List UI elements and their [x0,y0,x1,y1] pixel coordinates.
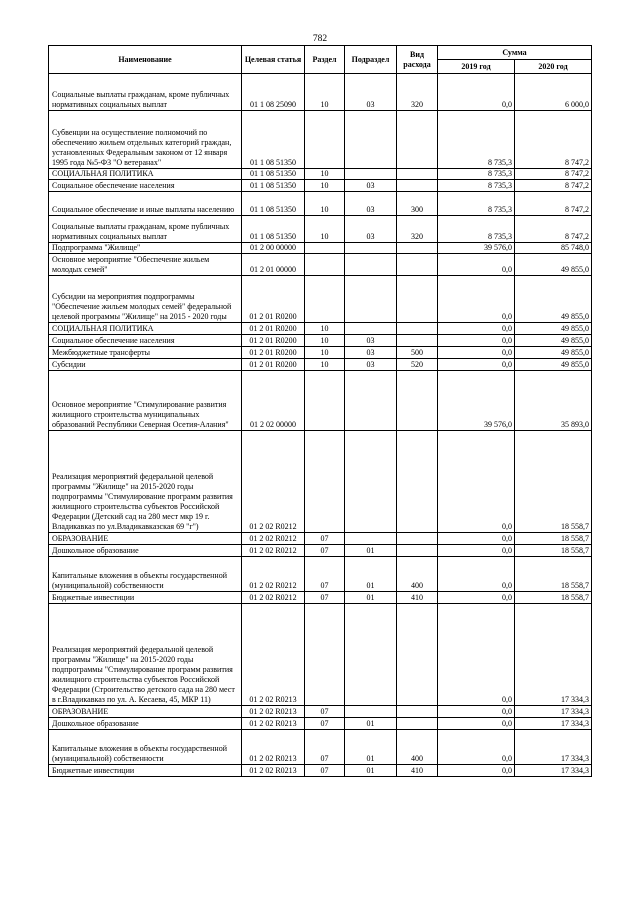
table-row [49,169,592,180]
row-section [305,431,345,533]
table-row [49,592,592,604]
row-sum-2019: 0,0 [438,592,515,604]
row-target-article: 01 2 02 R0212 [242,545,305,557]
row-sum-2019: 0,0 [438,276,515,323]
row-target-article: 01 1 08 25090 [242,74,305,111]
table-row [49,533,592,545]
row-sum-2020: 8 747,2 [515,216,592,243]
row-expense-type [397,718,438,730]
row-section [305,111,345,169]
row-target-article: 01 2 02 00000 [242,371,305,431]
row-expense-type [397,604,438,706]
row-sum-2020: 35 893,0 [515,371,592,431]
table-row [49,706,592,718]
table-row [49,604,592,706]
row-expense-type: 320 [397,216,438,243]
row-expense-type: 410 [397,592,438,604]
row-sum-2019: 8 735,3 [438,216,515,243]
table-row [49,111,592,169]
row-target-article: 01 1 08 51350 [242,169,305,180]
row-subsection [345,706,397,718]
row-sum-2020: 49 855,0 [515,335,592,347]
row-sum-2019: 0,0 [438,545,515,557]
row-sum-2020: 49 855,0 [515,359,592,371]
row-name: Социальные выплаты гражданам, кроме публичных нормативных социальных выплат [49,74,242,111]
row-sum-2019: 0,0 [438,730,515,765]
row-sum-2020: 17 334,3 [515,706,592,718]
row-sum-2019: 0,0 [438,323,515,335]
row-sum-2019: 0,0 [438,765,515,777]
row-section: 07 [305,545,345,557]
row-name: Субсидии на мероприятия подпрограммы "Обеспечение жильем молодых семей" федеральной целевой программы "Жилище" на 2015 - 2020 годы [49,276,242,323]
row-sum-2020: 49 855,0 [515,254,592,276]
row-subsection [345,604,397,706]
row-section: 07 [305,765,345,777]
row-sum-2020: 18 558,7 [515,533,592,545]
row-sum-2019: 0,0 [438,431,515,533]
row-expense-type [397,706,438,718]
table-row [49,371,592,431]
row-expense-type [397,254,438,276]
row-subsection [345,254,397,276]
row-target-article: 01 2 02 R0212 [242,592,305,604]
table-row [49,359,592,371]
row-target-article: 01 2 01 R0200 [242,335,305,347]
row-sum-2019: 8 735,3 [438,169,515,180]
table-row [49,347,592,359]
row-target-article: 01 2 02 R0213 [242,604,305,706]
row-expense-type: 410 [397,765,438,777]
row-expense-type [397,533,438,545]
row-sum-2019: 0,0 [438,557,515,592]
row-name: СОЦИАЛЬНАЯ ПОЛИТИКА [49,169,242,180]
row-sum-2020: 17 334,3 [515,718,592,730]
row-subsection: 01 [345,765,397,777]
table-row [49,180,592,192]
row-sum-2020: 85 748,0 [515,243,592,254]
row-subsection: 01 [345,718,397,730]
row-section: 07 [305,718,345,730]
table-row [49,545,592,557]
row-section: 10 [305,335,345,347]
header-expense-type: Вид расхода [397,46,438,74]
row-sum-2019: 8 735,3 [438,180,515,192]
table-row [49,718,592,730]
row-sum-2019: 39 576,0 [438,243,515,254]
row-name: Социальные выплаты гражданам, кроме публичных нормативных социальных выплат [49,216,242,243]
row-sum-2020: 18 558,7 [515,557,592,592]
table-row [49,192,592,216]
row-subsection: 01 [345,730,397,765]
row-subsection: 03 [345,180,397,192]
row-target-article: 01 2 02 R0213 [242,706,305,718]
row-section: 07 [305,592,345,604]
row-section: 10 [305,359,345,371]
row-subsection: 03 [345,359,397,371]
table-row [49,557,592,592]
table-row [49,243,592,254]
header-name: Наименование [49,46,242,74]
table-row [49,765,592,777]
row-name: Реализация мероприятий федеральной целевой программы "Жилище" на 2015-2020 годы подпрограммы "Стимулирование программ развития жилищного строительства субъектов Российской Федерации (Детский сад на 280 мест мкр 19 г. Владикавказ по ул.Владикавказская 69 "г") [49,431,242,533]
row-subsection: 03 [345,347,397,359]
row-section [305,243,345,254]
row-subsection: 03 [345,216,397,243]
row-section: 10 [305,74,345,111]
row-section: 10 [305,180,345,192]
row-section [305,371,345,431]
row-section [305,254,345,276]
row-sum-2020: 8 747,2 [515,180,592,192]
table-row [49,431,592,533]
row-sum-2020: 18 558,7 [515,545,592,557]
row-subsection [345,276,397,323]
row-name: ОБРАЗОВАНИЕ [49,533,242,545]
row-subsection [345,169,397,180]
row-subsection [345,431,397,533]
row-expense-type: 520 [397,359,438,371]
row-subsection: 03 [345,192,397,216]
header-year-2020: 2020 год [515,60,592,74]
row-section: 10 [305,216,345,243]
row-subsection [345,323,397,335]
row-target-article: 01 2 02 R0213 [242,730,305,765]
row-name: Подпрограмма "Жилище" [49,243,242,254]
row-expense-type: 300 [397,192,438,216]
row-section: 07 [305,533,345,545]
row-name: Дошкольное образование [49,545,242,557]
row-name: Социальное обеспечение и иные выплаты населению [49,192,242,216]
header-target-article: Целевая статья [242,46,305,74]
row-sum-2019: 8 735,3 [438,111,515,169]
row-expense-type [397,243,438,254]
table-row [49,216,592,243]
row-name: Бюджетные инвестиции [49,592,242,604]
row-target-article: 01 1 08 51350 [242,111,305,169]
row-sum-2019: 0,0 [438,74,515,111]
table-row [49,323,592,335]
row-sum-2020: 8 747,2 [515,192,592,216]
row-sum-2020: 17 334,3 [515,765,592,777]
row-name: ОБРАЗОВАНИЕ [49,706,242,718]
row-expense-type: 400 [397,557,438,592]
row-sum-2020: 18 558,7 [515,592,592,604]
row-section: 07 [305,730,345,765]
row-expense-type [397,431,438,533]
row-target-article: 01 2 02 R0212 [242,533,305,545]
row-sum-2019: 0,0 [438,335,515,347]
row-target-article: 01 2 01 R0200 [242,359,305,371]
row-name: Капитальные вложения в объекты государственной (муниципальной) собственности [49,730,242,765]
row-expense-type: 500 [397,347,438,359]
row-expense-type [397,335,438,347]
row-target-article: 01 2 01 00000 [242,254,305,276]
row-expense-type: 400 [397,730,438,765]
row-name: Основное мероприятие "Обеспечение жильем молодых семей" [49,254,242,276]
row-target-article: 01 1 08 51350 [242,216,305,243]
table-row [49,730,592,765]
row-target-article: 01 1 08 51350 [242,192,305,216]
row-subsection: 01 [345,545,397,557]
row-target-article: 01 2 02 R0213 [242,718,305,730]
row-sum-2020: 8 747,2 [515,169,592,180]
budget-table [48,45,592,777]
row-target-article: 01 1 08 51350 [242,180,305,192]
table-row [49,254,592,276]
row-subsection: 03 [345,74,397,111]
header-sum: Сумма [438,46,592,60]
row-sum-2020: 49 855,0 [515,347,592,359]
row-target-article: 01 2 02 R0212 [242,431,305,533]
row-sum-2019: 0,0 [438,718,515,730]
row-section: 07 [305,557,345,592]
table-row [49,74,592,111]
row-expense-type [397,323,438,335]
row-subsection [345,533,397,545]
row-target-article: 01 2 00 00000 [242,243,305,254]
row-sum-2019: 0,0 [438,604,515,706]
row-expense-type: 320 [397,74,438,111]
row-sum-2019: 0,0 [438,533,515,545]
header-subsection: Подраздел [345,46,397,74]
header-year-2019: 2019 год [438,60,515,74]
row-name: Межбюджетные трансферты [49,347,242,359]
row-target-article: 01 2 01 R0200 [242,276,305,323]
row-target-article: 01 2 01 R0200 [242,323,305,335]
table-row [49,276,592,323]
row-name: Основное мероприятие "Стимулирование развития жилищного строительства муниципальных образований Республики Северная Осетия-Алания" [49,371,242,431]
row-name: Социальное обеспечение населения [49,335,242,347]
row-expense-type [397,111,438,169]
row-target-article: 01 2 02 R0212 [242,557,305,592]
row-sum-2019: 8 735,3 [438,192,515,216]
row-sum-2019: 0,0 [438,706,515,718]
row-section: 10 [305,323,345,335]
row-subsection [345,111,397,169]
row-sum-2020: 18 558,7 [515,431,592,533]
row-name: Бюджетные инвестиции [49,765,242,777]
table-row [49,335,592,347]
row-section [305,604,345,706]
row-section: 10 [305,347,345,359]
row-sum-2020: 17 334,3 [515,604,592,706]
row-expense-type [397,276,438,323]
row-section [305,276,345,323]
row-expense-type [397,545,438,557]
row-name: Социальное обеспечение населения [49,180,242,192]
row-subsection: 01 [345,592,397,604]
row-subsection [345,243,397,254]
row-section: 10 [305,169,345,180]
row-name: Субвенции на осуществление полномочий по обеспечению жильем отдельных категорий граждан, установленных Федеральным законом от 12 января 1995 года №5-ФЗ "О ветеранах" [49,111,242,169]
header-section: Раздел [305,46,345,74]
row-target-article: 01 2 02 R0213 [242,765,305,777]
row-sum-2020: 49 855,0 [515,276,592,323]
row-subsection: 01 [345,557,397,592]
row-sum-2019: 0,0 [438,254,515,276]
page-number: 782 [312,34,328,44]
row-subsection [345,371,397,431]
row-sum-2019: 0,0 [438,359,515,371]
row-expense-type [397,371,438,431]
row-subsection: 03 [345,335,397,347]
row-expense-type [397,180,438,192]
row-name: СОЦИАЛЬНАЯ ПОЛИТИКА [49,323,242,335]
row-section: 07 [305,706,345,718]
row-sum-2020: 17 334,3 [515,730,592,765]
row-target-article: 01 2 01 R0200 [242,347,305,359]
row-sum-2019: 0,0 [438,347,515,359]
row-sum-2019: 39 576,0 [438,371,515,431]
row-name: Дошкольное образование [49,718,242,730]
row-name: Реализация мероприятий федеральной целевой программы "Жилище" на 2015-2020 годы подпрограммы "Стимулирование программ развития жилищного строительства субъектов Российской Федерации (Строительство детского сада на 280 мест в г.Владикавказ по ул. А. Кесаева, 45, МКР 11) [49,604,242,706]
row-sum-2020: 6 000,0 [515,74,592,111]
row-sum-2020: 49 855,0 [515,323,592,335]
row-section: 10 [305,192,345,216]
row-name: Субсидии [49,359,242,371]
row-sum-2020: 8 747,2 [515,111,592,169]
row-name: Капитальные вложения в объекты государственной (муниципальной) собственности [49,557,242,592]
row-expense-type [397,169,438,180]
